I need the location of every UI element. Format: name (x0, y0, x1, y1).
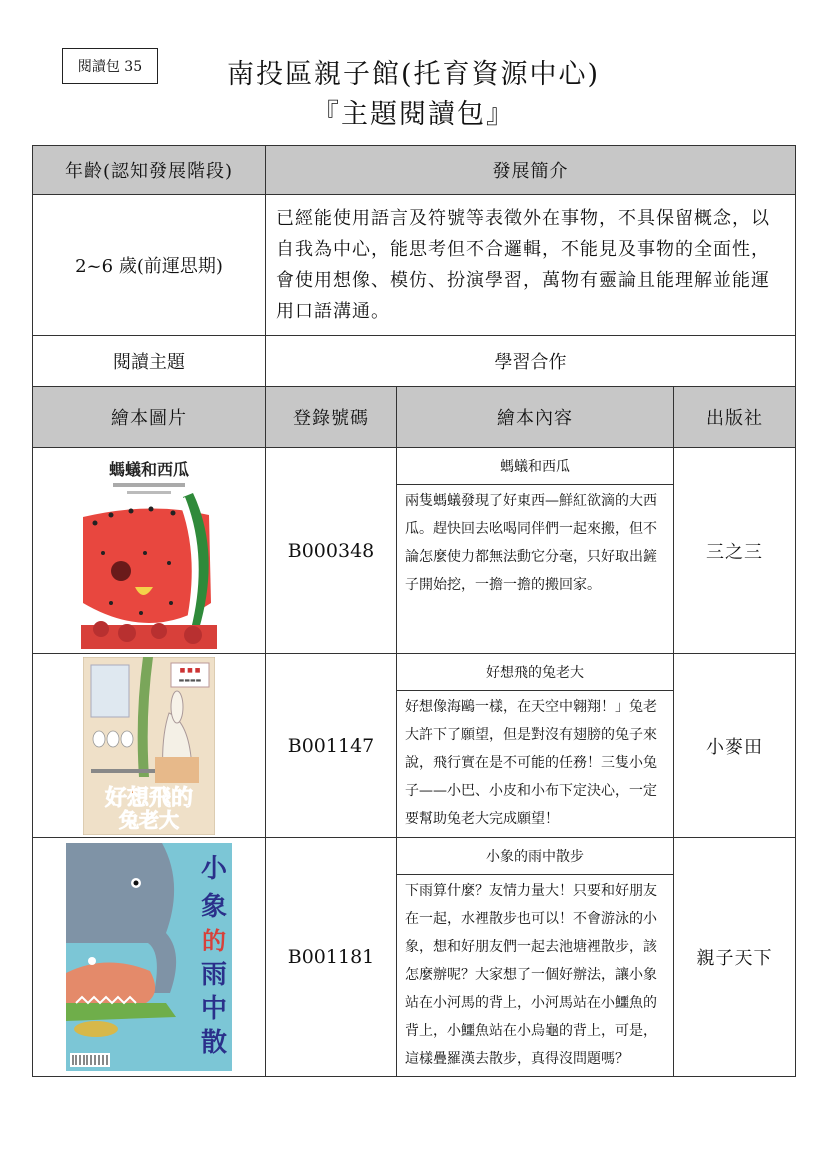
book-code: B001181 (266, 838, 397, 1077)
column-header-content: 繪本內容 (397, 387, 674, 448)
book-title: 螞蟻和西瓜 (397, 448, 674, 485)
book-description: 好想像海鷗一樣，在天空中翱翔！」兔老大許下了願望，但是對沒有翅膀的兔子來說，飛行實在是不可能的任務！三隻小兔子——小巴、小皮和小布下定決心，一定要幫助兔老大完成願望！ (397, 691, 674, 838)
svg-text:雨: 雨 (200, 960, 228, 990)
svg-text:■ ■ ■: ■ ■ ■ (179, 666, 201, 674)
development-header: 發展簡介 (266, 146, 796, 195)
book-publisher: 三之三 (674, 448, 796, 654)
book-code: B000348 (266, 448, 397, 654)
svg-text:象: 象 (200, 892, 228, 922)
book-code: B001147 (266, 654, 397, 838)
cover-title: 螞蟻和西瓜 (108, 459, 190, 479)
book-description: 下雨算什麼？友情力量大！只要和好朋友在一起，水裡散步也可以！不會游泳的小象，想和好朋友們一起去池塘裡散步，該怎麼辦呢？大家想了一個好辦法，讓小象站在小河馬的背上，小河馬站在小鱷魚的背上，小鱷魚站在小烏龜的背上，可是，這樣疊羅漢去散步，真得沒問題嗎？ (397, 875, 674, 1077)
flying-rabbit-cover (83, 657, 215, 835)
pack-number-tag: 閱讀包 35 (62, 48, 158, 84)
book-title: 小象的雨中散步 (397, 838, 674, 875)
book-publisher: 親子天下 (674, 838, 796, 1077)
book-description: 兩隻螞蟻發現了好東西—鮮紅欲滴的大西瓜。趕快回去吆喝同伴們一起來搬，但不論怎麼使力都無法動它分毫，只好取出鏟子開始挖，一擔一擔的搬回家。 (397, 485, 674, 654)
book-cover-cell (33, 448, 266, 654)
reading-pack-table (32, 145, 796, 1077)
cover-title-line2: 兔老大 (119, 807, 179, 832)
column-header-image: 繪本圖片 (33, 387, 266, 448)
column-header-code: 登錄號碼 (266, 387, 397, 448)
page-subtitle: 『主題閱讀包』 (312, 99, 515, 130)
theme-value: 學習合作 (266, 336, 796, 387)
svg-text:中: 中 (200, 994, 228, 1024)
svg-text:的: 的 (202, 927, 226, 955)
elephant-rain-walk-cover (66, 843, 232, 1071)
book-cover-cell (33, 838, 266, 1077)
age-value: 2~6 歲(前運思期) (33, 195, 266, 336)
column-header-publisher: 出版社 (674, 387, 796, 448)
watermelon-ants-cover (81, 453, 217, 649)
svg-text:小: 小 (200, 854, 228, 884)
svg-text:散: 散 (200, 1028, 228, 1058)
book-cover-cell (33, 654, 266, 838)
book-title: 好想飛的兔老大 (397, 654, 674, 691)
theme-label: 閱讀主題 (33, 336, 266, 387)
page-title: 南投區親子館(托育資源中心) (226, 59, 601, 90)
book-publisher: 小麥田 (674, 654, 796, 838)
development-description: 已經能使用語言及符號等表徵外在事物，不具保留概念，以自我為中心，能思考但不合邏輯，不能見及事物的全面性，會使用想像、模仿、扮演學習，萬物有靈論且能理解並能運用口語溝通。 (266, 195, 796, 336)
cover-title-line1: 好想飛的 (104, 785, 194, 811)
svg-text:▬▬▬▬: ▬▬▬▬ (178, 676, 202, 684)
age-header: 年齡(認知發展階段) (33, 146, 266, 195)
